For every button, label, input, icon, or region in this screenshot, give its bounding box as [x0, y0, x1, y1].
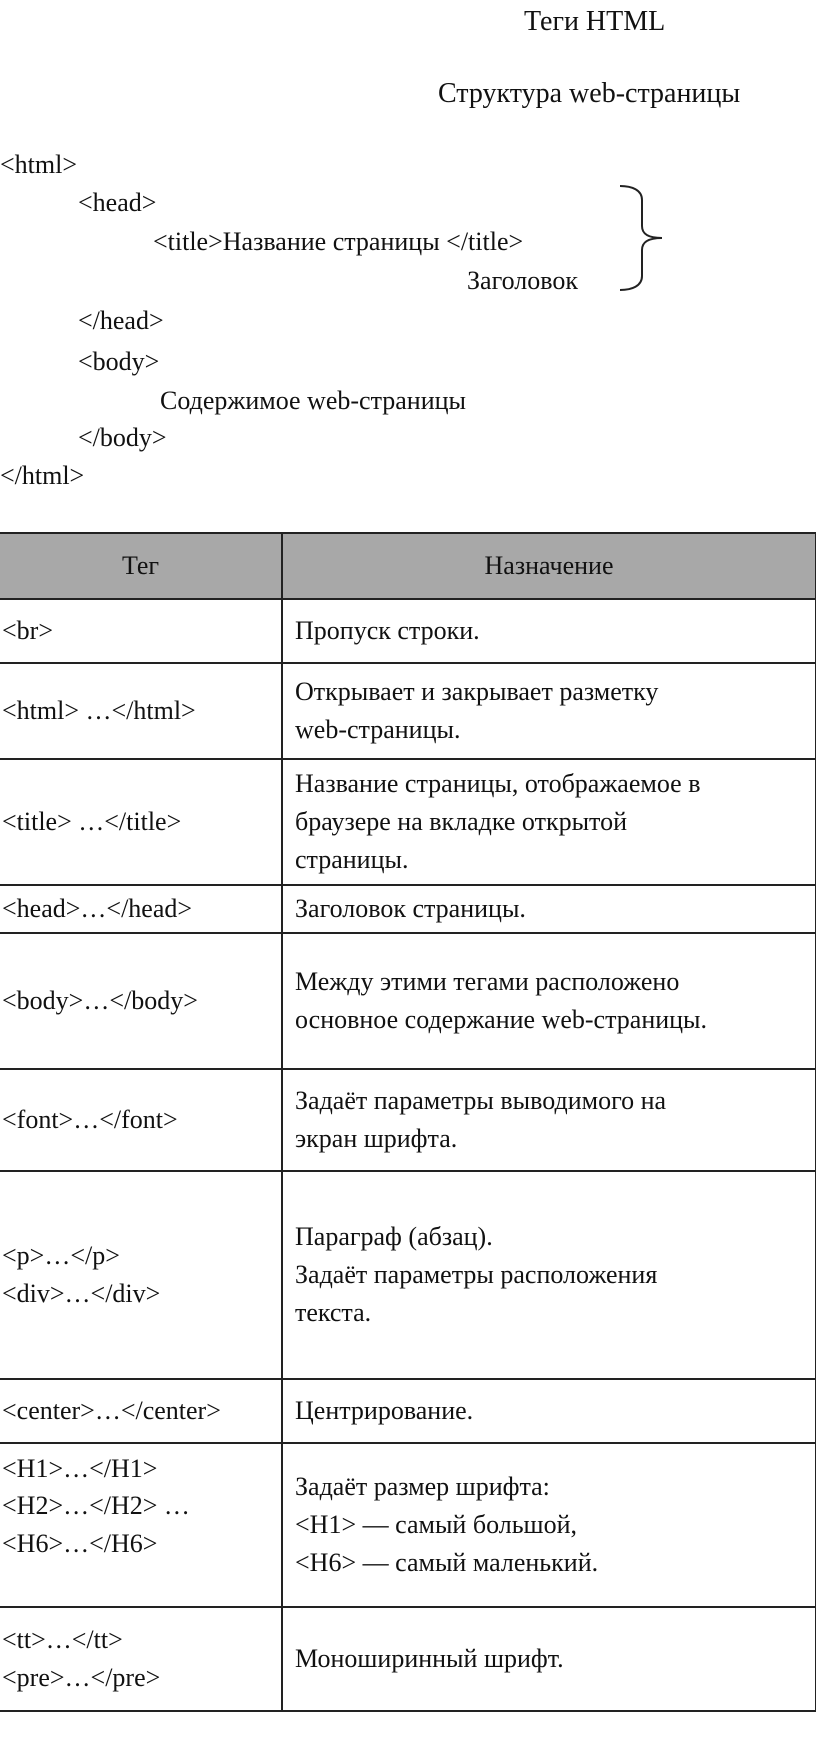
- tag-cell: <tt>…</tt> <pre>…</pre>: [0, 1607, 282, 1711]
- table-row: [0, 1171, 816, 1379]
- right-brace-icon: [618, 184, 666, 292]
- table-header-row: [0, 533, 816, 599]
- header-tag: Тег: [0, 533, 282, 599]
- code-body-close: </body>: [78, 423, 167, 452]
- table-row: [0, 759, 816, 885]
- table-row: [0, 1379, 816, 1443]
- code-html-open: <html>: [0, 150, 77, 179]
- description-cell: Задаёт размер шрифта: <H1> — самый большой, <H6> — самый маленький.: [282, 1443, 816, 1607]
- description-cell: Название страницы, отображаемое в браузере на вкладке открытой страницы.: [282, 759, 816, 885]
- code-title-line: <title>Название страницы </title>: [153, 227, 524, 256]
- table-row: [0, 933, 816, 1069]
- code-body-open: <body>: [78, 347, 160, 376]
- code-content: Содержимое web-страницы: [160, 386, 466, 415]
- document-subtitle: Структура web-страницы: [438, 78, 741, 109]
- tag-cell: <H1>…</H1> <H2>…</H2> … <H6>…</H6>: [0, 1443, 282, 1607]
- code-head-close: </head>: [78, 306, 164, 335]
- code-head-open: <head>: [78, 188, 157, 217]
- tag-cell: <html> …</html>: [0, 663, 282, 759]
- table-row: [0, 1443, 816, 1607]
- description-cell: Параграф (абзац). Задаёт параметры расположения текста.: [282, 1171, 816, 1379]
- table-row: [0, 663, 816, 759]
- description-cell: Центрирование.: [282, 1379, 816, 1443]
- code-header-label: Заголовок: [467, 266, 578, 295]
- document-title: Теги HTML: [524, 6, 666, 37]
- tag-cell: <center>…</center>: [0, 1379, 282, 1443]
- description-cell: Моноширинный шрифт.: [282, 1607, 816, 1711]
- table-row: [0, 885, 816, 933]
- description-cell: Открывает и закрывает разметку web-страницы.: [282, 663, 816, 759]
- table-row: [0, 1069, 816, 1171]
- tag-cell: <head>…</head>: [0, 885, 282, 933]
- description-cell: Заголовок страницы.: [282, 885, 816, 933]
- table-row: [0, 1607, 816, 1711]
- description-cell: Пропуск строки.: [282, 599, 816, 663]
- code-html-close: </html>: [0, 461, 85, 490]
- tag-cell: <body>…</body>: [0, 933, 282, 1069]
- header-purpose: Назначение: [282, 533, 816, 599]
- tag-cell: <font>…</font>: [0, 1069, 282, 1171]
- tag-cell: <p>…</p> <div>…</div>: [0, 1171, 282, 1379]
- table-row: [0, 599, 816, 663]
- tag-cell: <title> …</title>: [0, 759, 282, 885]
- description-cell: Между этими тегами расположено основное содержание web-страницы.: [282, 933, 816, 1069]
- description-cell: Задаёт параметры выводимого на экран шрифта.: [282, 1069, 816, 1171]
- tag-cell: <br>: [0, 599, 282, 663]
- tags-table: [0, 532, 816, 1712]
